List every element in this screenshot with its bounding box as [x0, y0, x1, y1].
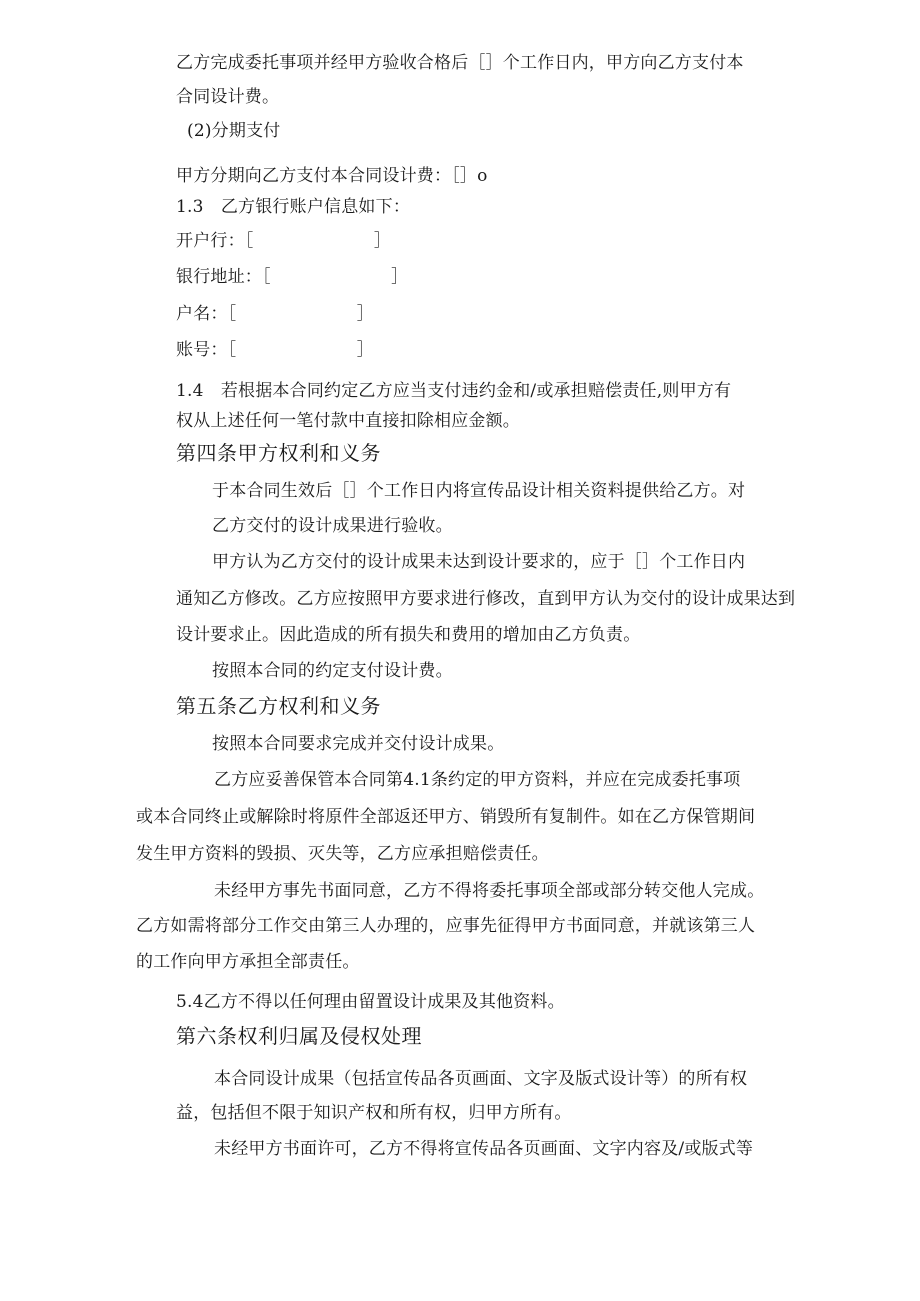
section-5-p3-line-3: 的工作向甲方承担全部责任。 — [136, 952, 360, 972]
section-5-p3-line-1: 未经甲方事先书面同意，乙方不得将委托事项全部或部分转交他人完成。 — [214, 881, 765, 901]
section-4-title: 第四条甲方权利和义务 — [176, 441, 381, 465]
section-5-p3-line-2: 乙方如需将部分工作交由第三人办理的，应事先征得甲方书面同意，并就该第三人 — [136, 916, 756, 936]
section-5-title: 第五条乙方权利和义务 — [176, 694, 381, 718]
section-5-p4: 5.4乙方不得以任何理由留置设计成果及其他资料。 — [176, 992, 565, 1012]
section-4-p1-line-1: 于本合同生效后［］个工作日内将宣传品设计相关资料提供给乙方。对 — [212, 481, 746, 501]
installment-label: (2)分期支付 — [187, 121, 281, 141]
section-4-p1-line-2: 乙方交付的设计成果进行验收。 — [212, 516, 453, 536]
payment-once-line-1: 乙方完成委托事项并经甲方验收合格后［］个工作日内，甲方向乙方支付本 — [176, 53, 744, 73]
bank-name: 开户行：［ ］ — [176, 231, 392, 251]
section-6-p2-line-1: 未经甲方书面许可，乙方不得将宣传品各页画面、文字内容及/或版式等 — [214, 1139, 754, 1159]
section-5-p2-line-3: 发生甲方资料的毁损、灭失等，乙方应承担赔偿责任。 — [136, 844, 549, 864]
section-5-p1: 按照本合同要求完成并交付设计成果。 — [212, 734, 505, 754]
section-6-title: 第六条权利归属及侵权处理 — [176, 1024, 422, 1048]
payment-once-line-2: 合同设计费。 — [176, 87, 280, 107]
section-4-p2-line-3: 设计要求止。因此造成的所有损失和费用的增加由乙方负责。 — [176, 625, 641, 645]
section-4-p2-line-1: 甲方认为乙方交付的设计成果未达到设计要求的，应于［］个工作日内 — [212, 552, 746, 572]
bank-address: 银行地址：［ ］ — [176, 267, 409, 287]
bank-info-title: 1.3 乙方银行账户信息如下： — [176, 197, 411, 217]
section-4-p2-line-2: 通知乙方修改。乙方应按照甲方要求进行修改，直到甲方认为交付的设计成果达到 — [176, 589, 796, 609]
section-6-p1-line-2: 益，包括但不限于知识产权和所有权，归甲方所有。 — [176, 1103, 572, 1123]
account-name: 户名：［ ］ — [176, 304, 374, 324]
deduction-line-1: 1.4 若根据本合同约定乙方应当支付违约金和/或承担赔偿责任,则甲方有 — [176, 381, 732, 401]
account-number: 账号：［ ］ — [176, 340, 374, 360]
section-5-p2-line-1: 乙方应妥善保管本合同第4.1条约定的甲方资料，并应在完成委托事项 — [214, 770, 741, 790]
deduction-line-2: 权从上述任何一笔付款中直接扣除相应金额。 — [176, 411, 520, 431]
section-6-p1-line-1: 本合同设计成果（包括宣传品各页画面、文字及版式设计等）的所有权 — [214, 1069, 748, 1089]
installment-text: 甲方分期向乙方支付本合同设计费：［］o — [176, 166, 488, 186]
section-5-p2-line-2: 或本合同终止或解除时将原件全部返还甲方、销毁所有复制件。如在乙方保管期间 — [136, 807, 756, 827]
section-4-p3: 按照本合同的约定支付设计费。 — [212, 661, 453, 681]
